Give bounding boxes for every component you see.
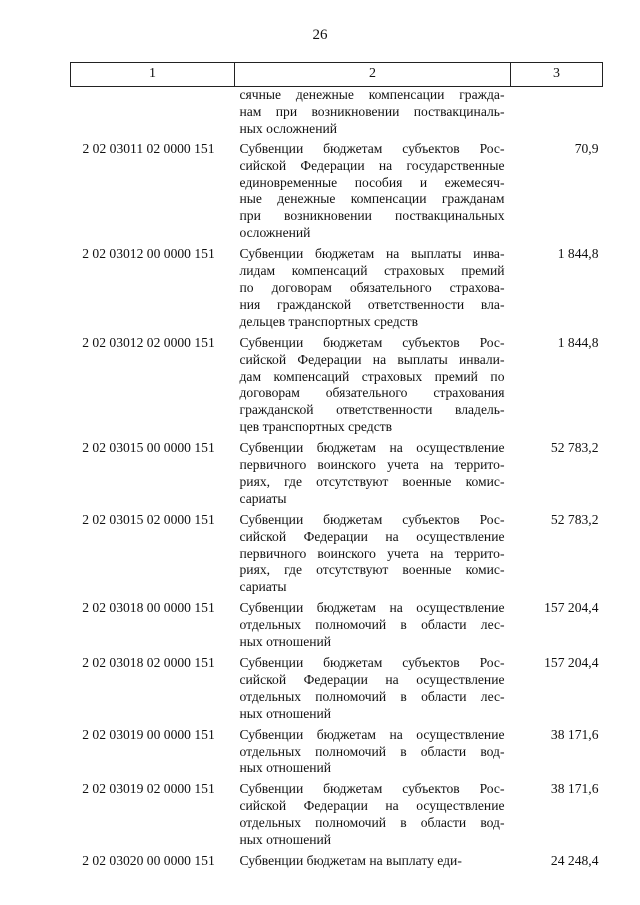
code-cell: 2 02 03015 00 0000 151 bbox=[82, 440, 215, 456]
amount-cell: 52 783,2 bbox=[550, 511, 599, 527]
description-cell bbox=[235, 655, 511, 727]
description-line: по договорам обязательного страхова- bbox=[239, 279, 505, 295]
description-line: нам при возникновении поствакциналь- bbox=[239, 103, 505, 119]
amount-cell: 1 844,8 bbox=[557, 334, 599, 350]
description-cell bbox=[235, 246, 511, 335]
column-header-1: 1 bbox=[71, 63, 235, 87]
description-line: Субвенции бюджетам субъектов Рос- bbox=[239, 334, 505, 350]
description-line: осложнений bbox=[239, 225, 311, 241]
table-row bbox=[71, 600, 603, 655]
description-line: Субвенции бюджетам на осуществление bbox=[239, 726, 505, 742]
amount-cell: 38 171,6 bbox=[550, 726, 599, 742]
description-line: сийской Федерации на осуществление bbox=[239, 671, 505, 687]
description-line: сийской Федерации на осуществление bbox=[239, 528, 505, 544]
description-cell bbox=[235, 600, 511, 655]
code-cell: 2 02 03020 00 0000 151 bbox=[82, 852, 215, 868]
description-cell bbox=[235, 512, 511, 601]
description-line: Субвенции бюджетам субъектов Рос- bbox=[239, 140, 505, 156]
description-cell bbox=[235, 87, 511, 141]
description-line: Субвенции бюджетам на выплаты инва- bbox=[239, 246, 505, 262]
table-row bbox=[71, 655, 603, 727]
description-line: единовременные пособия и ежемесяч- bbox=[239, 174, 505, 190]
continuation-row bbox=[71, 87, 603, 141]
description-line: сариаты bbox=[239, 579, 287, 595]
table-row bbox=[71, 781, 603, 853]
amount-cell: 157 204,4 bbox=[544, 655, 599, 670]
description-line: Субвенции бюджетам субъектов Рос- bbox=[239, 511, 505, 527]
description-line: риях, где отсутствуют военные комис- bbox=[239, 562, 505, 578]
description-line: ных осложнений bbox=[239, 120, 338, 136]
description-cell bbox=[235, 440, 511, 512]
description-line: сийской Федерации на осуществление bbox=[239, 798, 505, 814]
table-row bbox=[71, 141, 603, 246]
description-line: отдельных полномочий в области лес- bbox=[239, 617, 505, 633]
budget-table bbox=[70, 62, 603, 874]
code-cell: 2 02 03012 00 0000 151 bbox=[82, 246, 215, 262]
code-cell: 2 02 03019 02 0000 151 bbox=[82, 781, 215, 797]
description-cell bbox=[235, 141, 511, 246]
description-line: Субвенции бюджетам субъектов Рос- bbox=[239, 655, 505, 670]
column-header-2: 2 bbox=[235, 63, 511, 87]
description-line: ных отношений bbox=[239, 832, 332, 848]
description-line: ных отношений bbox=[239, 634, 332, 650]
code-cell: 2 02 03015 02 0000 151 bbox=[82, 511, 215, 527]
code-cell: 2 02 03018 02 0000 151 bbox=[82, 655, 215, 670]
amount-cell: 52 783,2 bbox=[550, 440, 599, 456]
code-cell: 2 02 03019 00 0000 151 bbox=[82, 726, 215, 742]
description-cell bbox=[235, 781, 511, 853]
description-line: отдельных полномочий в области вод- bbox=[239, 743, 505, 759]
description-line: ных отношений bbox=[239, 705, 332, 721]
table-body bbox=[71, 87, 603, 874]
description-line: гражданской ответственности владель- bbox=[239, 402, 505, 418]
description-line: отдельных полномочий в области лес- bbox=[239, 688, 505, 704]
description-line: первичного воинского учета на террито- bbox=[239, 545, 505, 561]
description-line: отдельных полномочий в области вод- bbox=[239, 815, 505, 831]
code-cell: 2 02 03018 00 0000 151 bbox=[82, 600, 215, 616]
amount-cell: 70,9 bbox=[574, 140, 599, 156]
code-cell: 2 02 03012 02 0000 151 bbox=[82, 334, 215, 350]
page-number: 26 bbox=[312, 27, 328, 43]
table-row bbox=[71, 440, 603, 512]
description-line: сариаты bbox=[239, 490, 287, 506]
table-header bbox=[71, 63, 603, 87]
amount-cell: 38 171,6 bbox=[550, 781, 599, 797]
description-line: сийской Федерации на выплаты инвали- bbox=[239, 351, 505, 367]
amount-cell: 157 204,4 bbox=[544, 600, 599, 616]
description-line: Субвенции бюджетам субъектов Рос- bbox=[239, 781, 505, 797]
amount-cell bbox=[511, 87, 603, 141]
description-line: дам компенсаций страховых премий по bbox=[239, 368, 505, 384]
description-line: дельцев транспортных средств bbox=[239, 313, 419, 329]
description-line: сийской Федерации на государственные bbox=[239, 157, 505, 173]
description-line: лидам компенсаций страховых премий bbox=[239, 263, 505, 279]
description-line: договорам обязательного страхования bbox=[239, 385, 505, 401]
table-row bbox=[71, 246, 603, 335]
description-line: сячные денежные компенсации гражда- bbox=[239, 87, 505, 102]
description-line: ные денежные компенсации гражданам bbox=[239, 191, 505, 207]
column-header-3: 3 bbox=[511, 63, 603, 87]
table-row bbox=[71, 512, 603, 601]
description-line: первичного воинского учета на террито- bbox=[239, 457, 505, 473]
description-line: цев транспортных средств bbox=[239, 419, 393, 435]
description-cell bbox=[235, 853, 511, 874]
description-line: Субвенции бюджетам на осуществление bbox=[239, 440, 505, 456]
amount-cell: 24 248,4 bbox=[550, 852, 599, 868]
description-line: риях, где отсутствуют военные комис- bbox=[239, 473, 505, 489]
amount-cell: 1 844,8 bbox=[557, 246, 599, 262]
description-line: при возникновении поствакцинальных bbox=[239, 208, 505, 224]
description-line: Субвенции бюджетам на осуществление bbox=[239, 600, 505, 616]
table-row bbox=[71, 727, 603, 782]
description-cell bbox=[235, 335, 511, 440]
table-row bbox=[71, 335, 603, 440]
code-cell: 2 02 03011 02 0000 151 bbox=[82, 140, 215, 156]
table-row bbox=[71, 853, 603, 874]
description-line: ния гражданской ответственности вла- bbox=[239, 296, 505, 312]
description-line: ных отношений bbox=[239, 760, 332, 776]
description-line: Субвенции бюджетам на выплату еди- bbox=[239, 852, 462, 868]
description-cell bbox=[235, 727, 511, 782]
code-cell bbox=[71, 87, 235, 141]
